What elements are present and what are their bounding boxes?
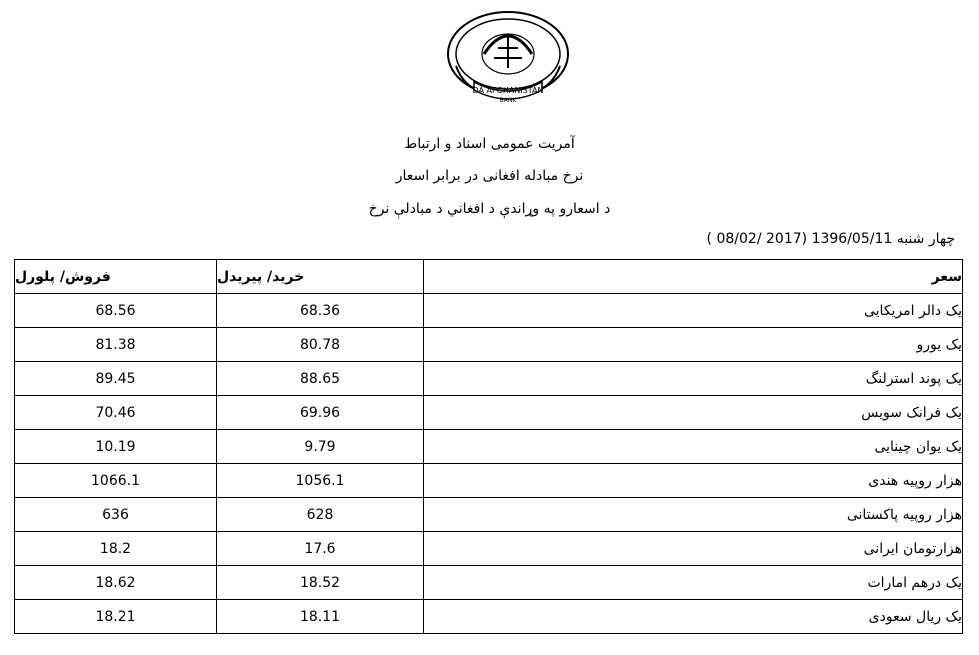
buy-rate: 9.79 [217, 430, 424, 464]
svg-text:BANK: BANK [499, 97, 517, 104]
table-header-row [15, 260, 963, 294]
table-row [15, 464, 963, 498]
sell-rate: 81.38 [15, 328, 217, 362]
sell-rate: 68.56 [15, 294, 217, 328]
rate-title-pashto: د اسعارو په وړاندې د افغاني د مبادلې نرخ [368, 201, 611, 217]
table-row [15, 430, 963, 464]
table-row [15, 294, 963, 328]
table-row [15, 362, 963, 396]
sell-rate: 10.19 [15, 430, 217, 464]
currency-name: هزارتومان ایرانی [424, 532, 963, 566]
sell-rate: 18.21 [15, 600, 217, 634]
buy-rate: 69.96 [217, 396, 424, 430]
buy-rate: 1056.1 [217, 464, 424, 498]
sell-rate: 18.62 [15, 566, 217, 600]
currency-name: یک ریال سعودی [424, 600, 963, 634]
currency-name: هزار روپیه پاکستانی [424, 498, 963, 532]
buy-rate: 18.52 [217, 566, 424, 600]
currency-name: یک یوان چینایی [424, 430, 963, 464]
buy-rate: 17.6 [217, 532, 424, 566]
table-row [15, 600, 963, 634]
sell-rate: 70.46 [15, 396, 217, 430]
buy-rate: 80.78 [217, 328, 424, 362]
currency-name: یک یورو [424, 328, 963, 362]
table-row [15, 498, 963, 532]
buy-column-header: خرید/ پیریدل [217, 260, 424, 294]
department-title: آمریت عمومی اسناد و ارتباط [404, 136, 575, 152]
buy-rate: 68.36 [217, 294, 424, 328]
currency-name: یک فرانک سویس [424, 396, 963, 430]
svg-text:DA AFGHANISTAN: DA AFGHANISTAN [472, 86, 544, 95]
sell-column-header: فروش/ پلورل [15, 260, 217, 294]
sell-rate: 89.45 [15, 362, 217, 396]
sell-rate: 1066.1 [15, 464, 217, 498]
table-row [15, 532, 963, 566]
currency-name: یک درهم امارات [424, 566, 963, 600]
currency-column-header: سعر [424, 260, 963, 294]
currency-name: یک پوند استرلنگ [424, 362, 963, 396]
sell-rate: 18.2 [15, 532, 217, 566]
buy-rate: 18.11 [217, 600, 424, 634]
currency-name: یک دالر امریکایی [424, 294, 963, 328]
table-row [15, 396, 963, 430]
buy-rate: 628 [217, 498, 424, 532]
currency-name: هزار روپیه هندی [424, 464, 963, 498]
table-row [15, 328, 963, 362]
table-row [15, 566, 963, 600]
rate-title-dari: نرخ مبادله افغانی در برابر اسعار [395, 168, 584, 184]
date-line: چهار شنبه 1396/05/11 (2017 /08/02 ) [706, 231, 955, 247]
buy-rate: 88.65 [217, 362, 424, 396]
sell-rate: 636 [15, 498, 217, 532]
exchange-rate-table [14, 259, 963, 634]
bank-seal-logo [444, 8, 572, 108]
